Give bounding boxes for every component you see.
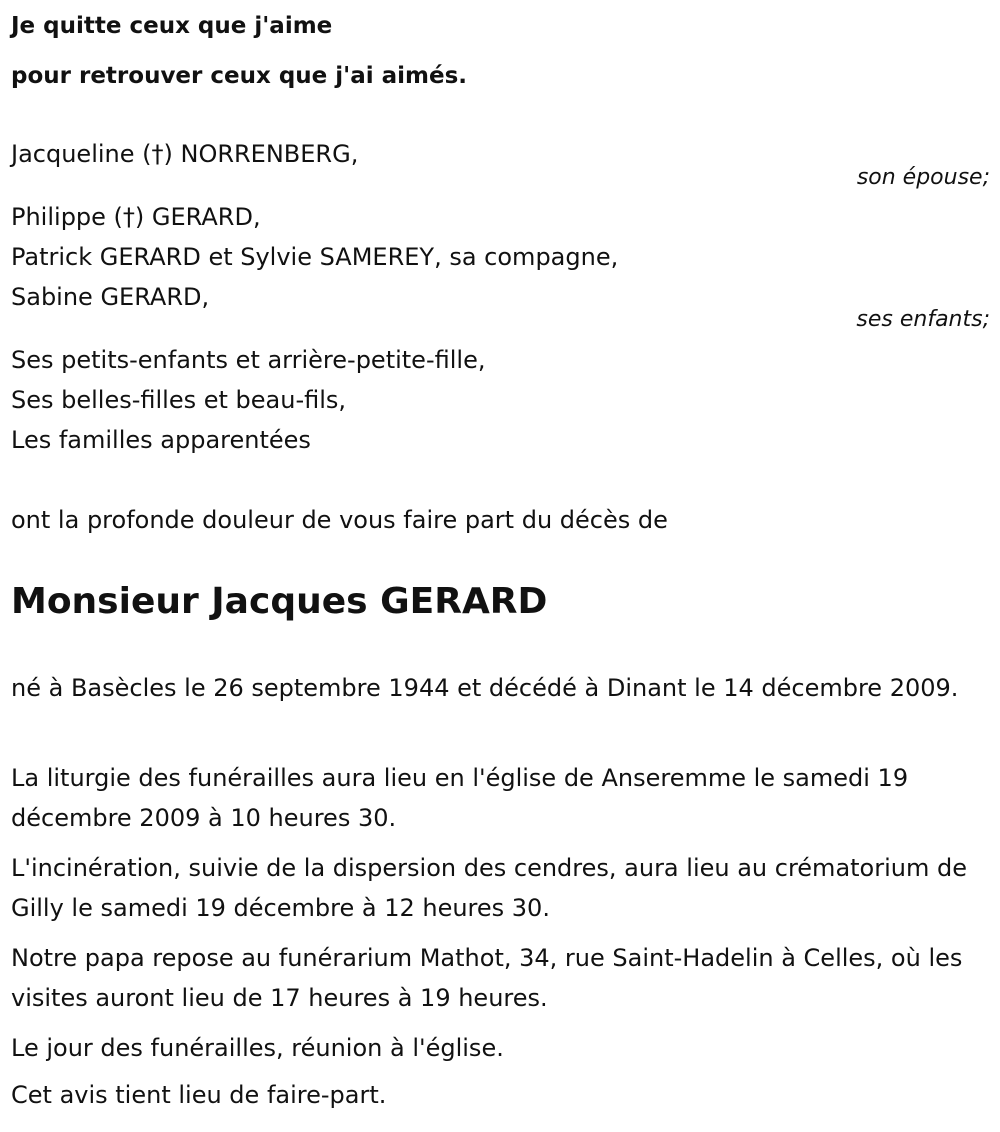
children-role: ses enfants; [856, 307, 990, 332]
family-line-1: Ses petits-enfants et arrière-petite-fille, [11, 346, 486, 374]
detail-visitation: Notre papa repose au funérarium Mathot, 34, rue Saint-Hadelin à Celles, où les visites auront lieu de 17 heures à 19 heures. [11, 944, 963, 1012]
detail-gathering: Le jour des funérailles, réunion à l'église. [11, 1034, 504, 1062]
quote-line-2: pour retrouver ceux que j'ai aimés. [11, 63, 468, 89]
announcement: ont la profonde douleur de vous faire part du décès de [11, 506, 668, 534]
detail-notice: Cet avis tient lieu de faire-part. [11, 1081, 387, 1109]
child-3: Sabine GERARD, [11, 283, 210, 311]
deceased-name: Monsieur Jacques GERARD [11, 581, 548, 622]
detail-liturgy: La liturgie des funérailles aura lieu en l'église de Anseremme le samedi 19 décembre 2009 à 10 heures 30. [11, 764, 909, 832]
quote-line-1: Je quitte ceux que j'aime [11, 13, 333, 39]
family-line-2: Ses belles-filles et beau-fils, [11, 386, 347, 414]
spouse-role: son épouse; [856, 165, 990, 190]
child-1: Philippe (†) GERARD, [11, 203, 261, 231]
child-2: Patrick GERARD et Sylvie SAMEREY, sa compagne, [11, 243, 619, 271]
family-line-3: Les familles apparentées [11, 426, 311, 454]
spouse-name: Jacqueline (†) NORRENBERG, [11, 140, 359, 168]
detail-cremation: L'incinération, suivie de la dispersion des cendres, aura lieu au crématorium de Gilly le samedi 19 décembre à 12 heures 30. [11, 854, 967, 922]
detail-birth-death: né à Basècles le 26 septembre 1944 et décédé à Dinant le 14 décembre 2009. [11, 674, 959, 702]
